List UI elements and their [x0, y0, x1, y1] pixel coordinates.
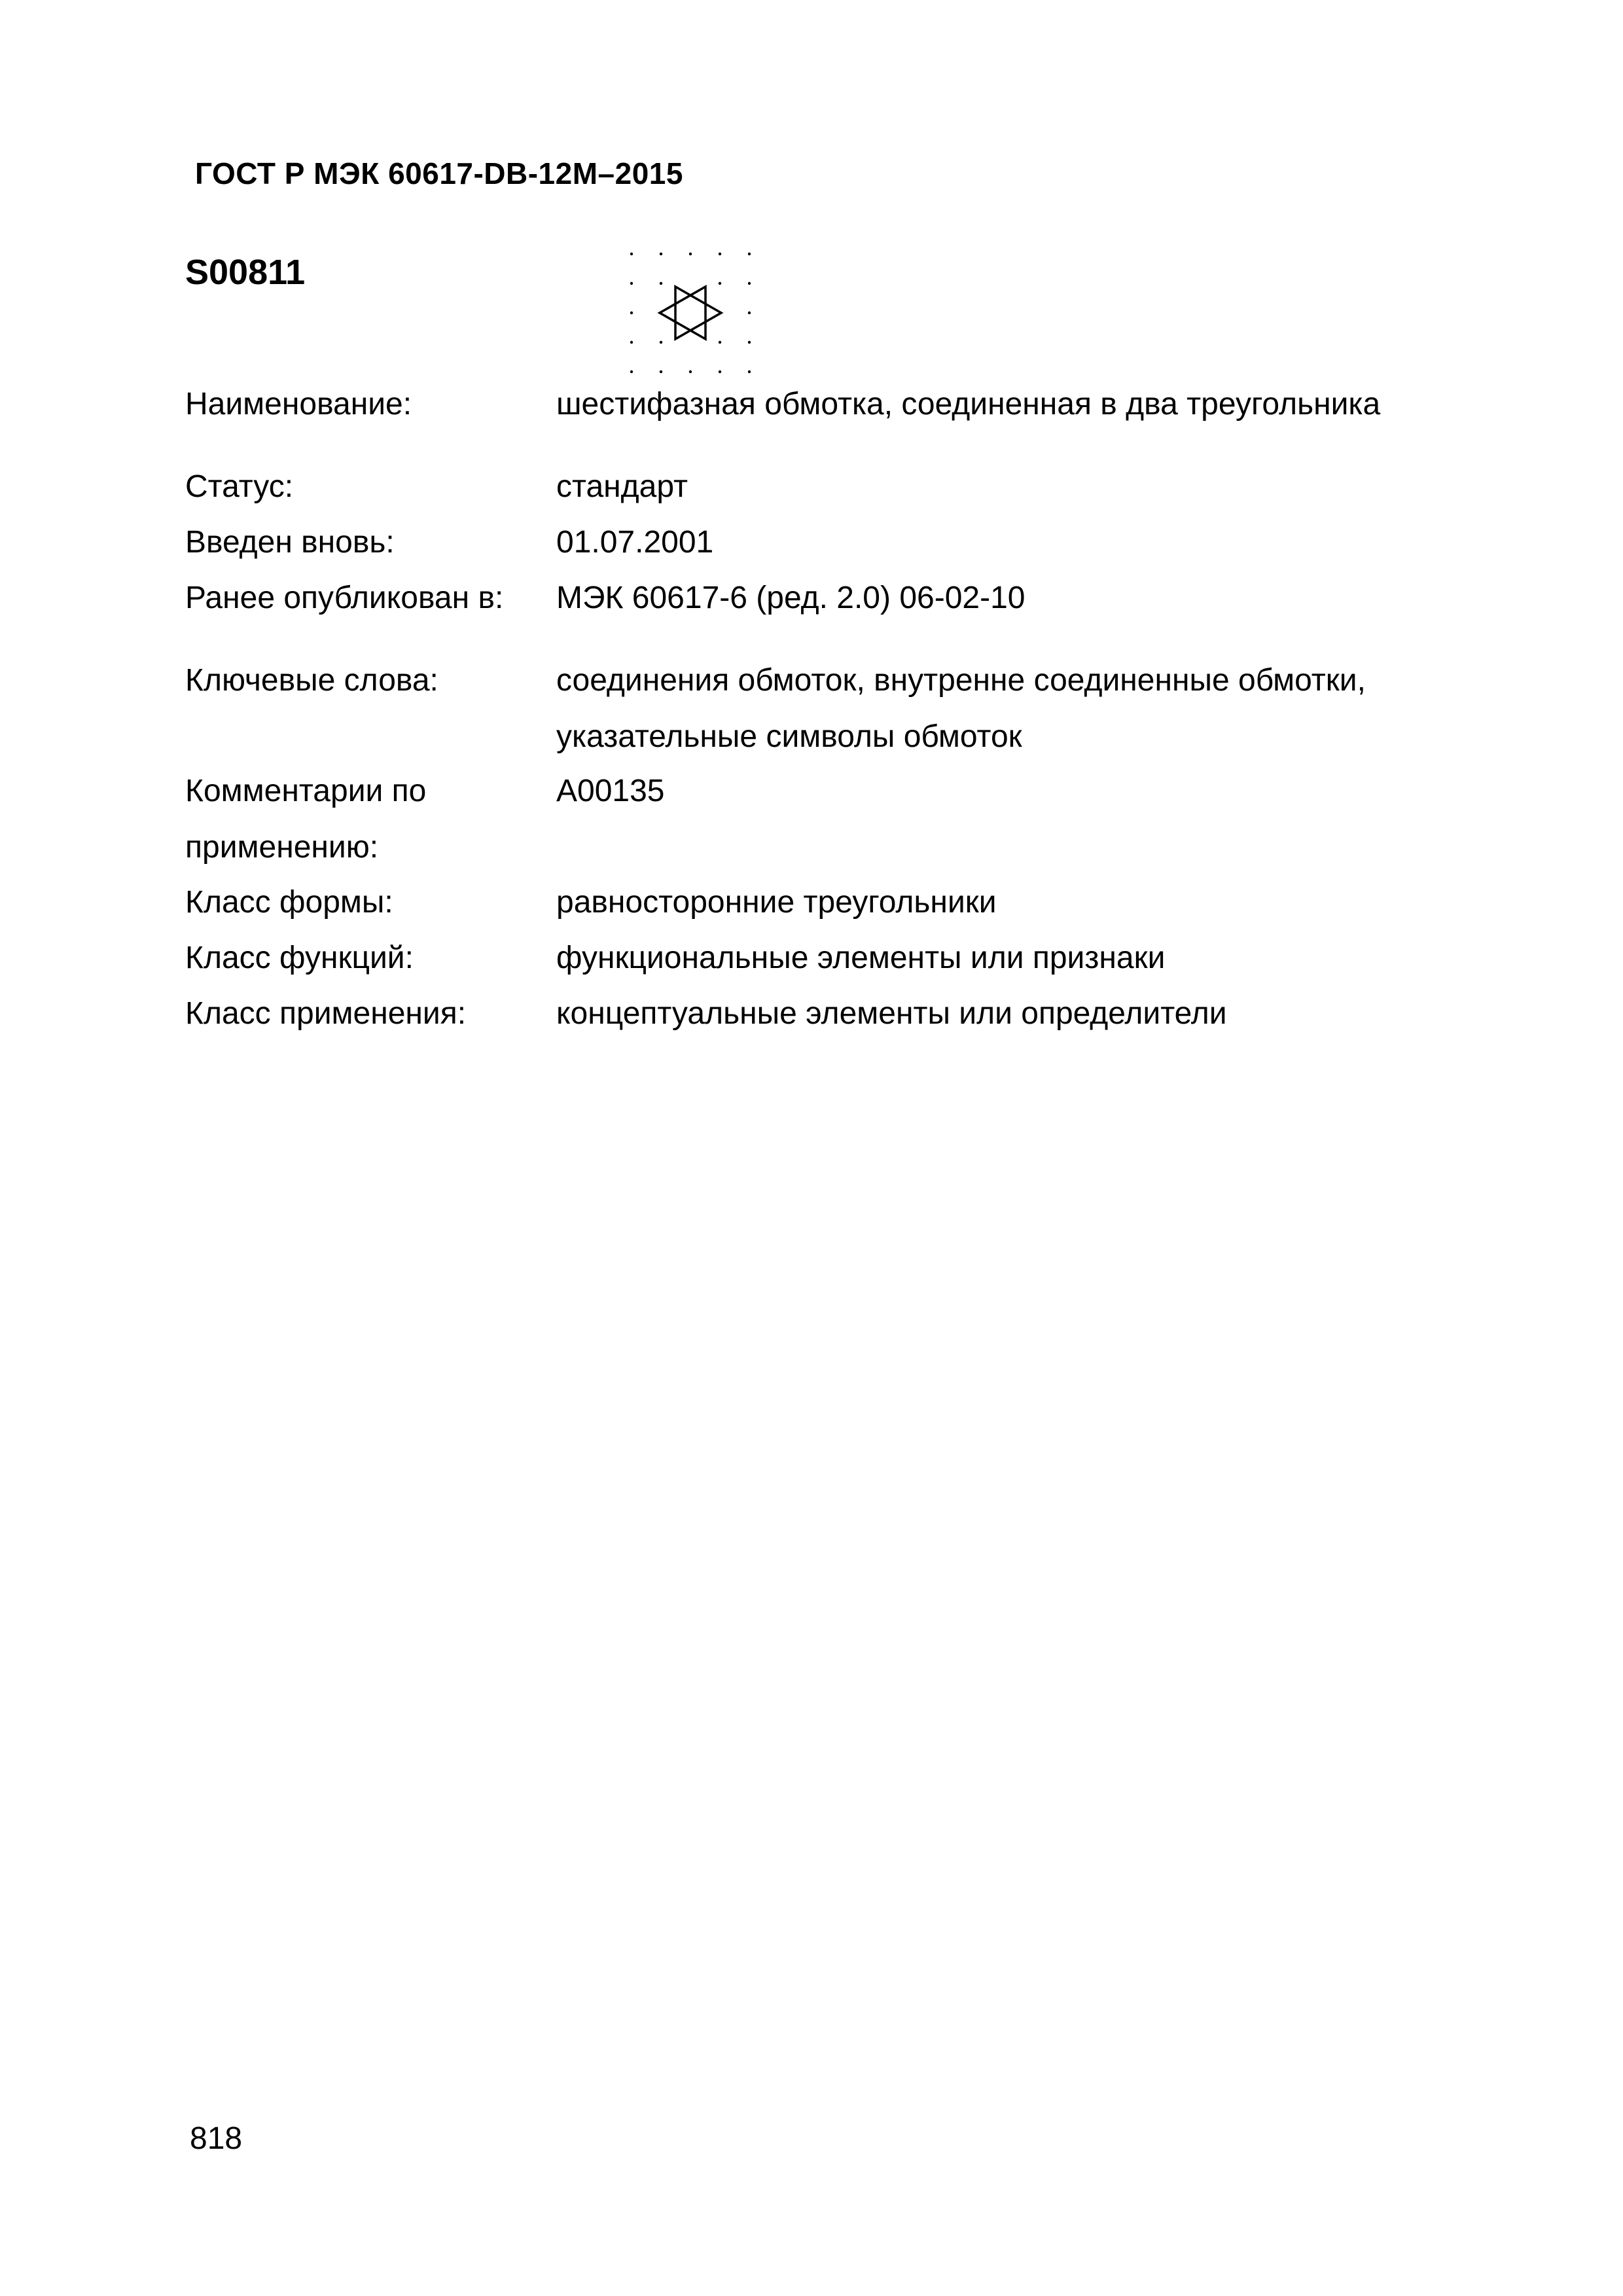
six-phase-double-delta-icon — [622, 247, 766, 378]
field-label-line: Комментарии по — [185, 774, 427, 808]
field-value-line: равносторонние треугольники — [556, 885, 997, 920]
field-value — [556, 930, 1616, 986]
field-value — [556, 514, 1616, 571]
field-value — [556, 459, 1616, 515]
field-value — [556, 570, 1616, 626]
field-value — [556, 763, 1616, 819]
field-value — [556, 986, 1616, 1042]
field-label — [185, 763, 552, 876]
double-delta-lines — [660, 287, 721, 339]
field-value-line: A00135 — [556, 774, 665, 808]
field-label: Статус: — [185, 469, 294, 504]
field-value-line: 01.07.2001 — [556, 525, 714, 560]
field-value — [556, 376, 1616, 433]
field-value-line: концептуальные элементы или определители — [556, 996, 1227, 1031]
field-label: Класс применения: — [185, 996, 467, 1031]
field-label: Введен вновь: — [185, 525, 395, 560]
field-label: Класс функций: — [185, 941, 414, 975]
field-value-line: шестифазная обмотка, соединенная в два треугольника — [556, 387, 1381, 422]
field-label: Наименование: — [185, 387, 412, 422]
field-value-line: соединения обмоток, внутренне соединенные обмотки, — [556, 663, 1366, 698]
field-value-line: указательные символы обмоток — [556, 719, 1022, 754]
field-value-line: МЭК 60617-6 (ред. 2.0) 06-02-10 — [556, 581, 1026, 615]
field-value — [556, 874, 1616, 931]
field-value — [556, 653, 1616, 765]
field-label: Класс формы: — [185, 885, 393, 920]
document-header: ГОСТ Р МЭК 60617-DB-12М–2015 — [195, 156, 683, 190]
symbol-code: S00811 — [185, 253, 306, 292]
field-label-line: применению: — [185, 830, 379, 865]
field-label: Ранее опубликован в: — [185, 581, 504, 615]
field-label: Ключевые слова: — [185, 663, 438, 698]
grid-dots — [630, 253, 751, 373]
field-value-line: стандарт — [556, 469, 688, 504]
page-number: 818 — [190, 2121, 243, 2156]
field-value-line: функциональные элементы или признаки — [556, 941, 1166, 975]
